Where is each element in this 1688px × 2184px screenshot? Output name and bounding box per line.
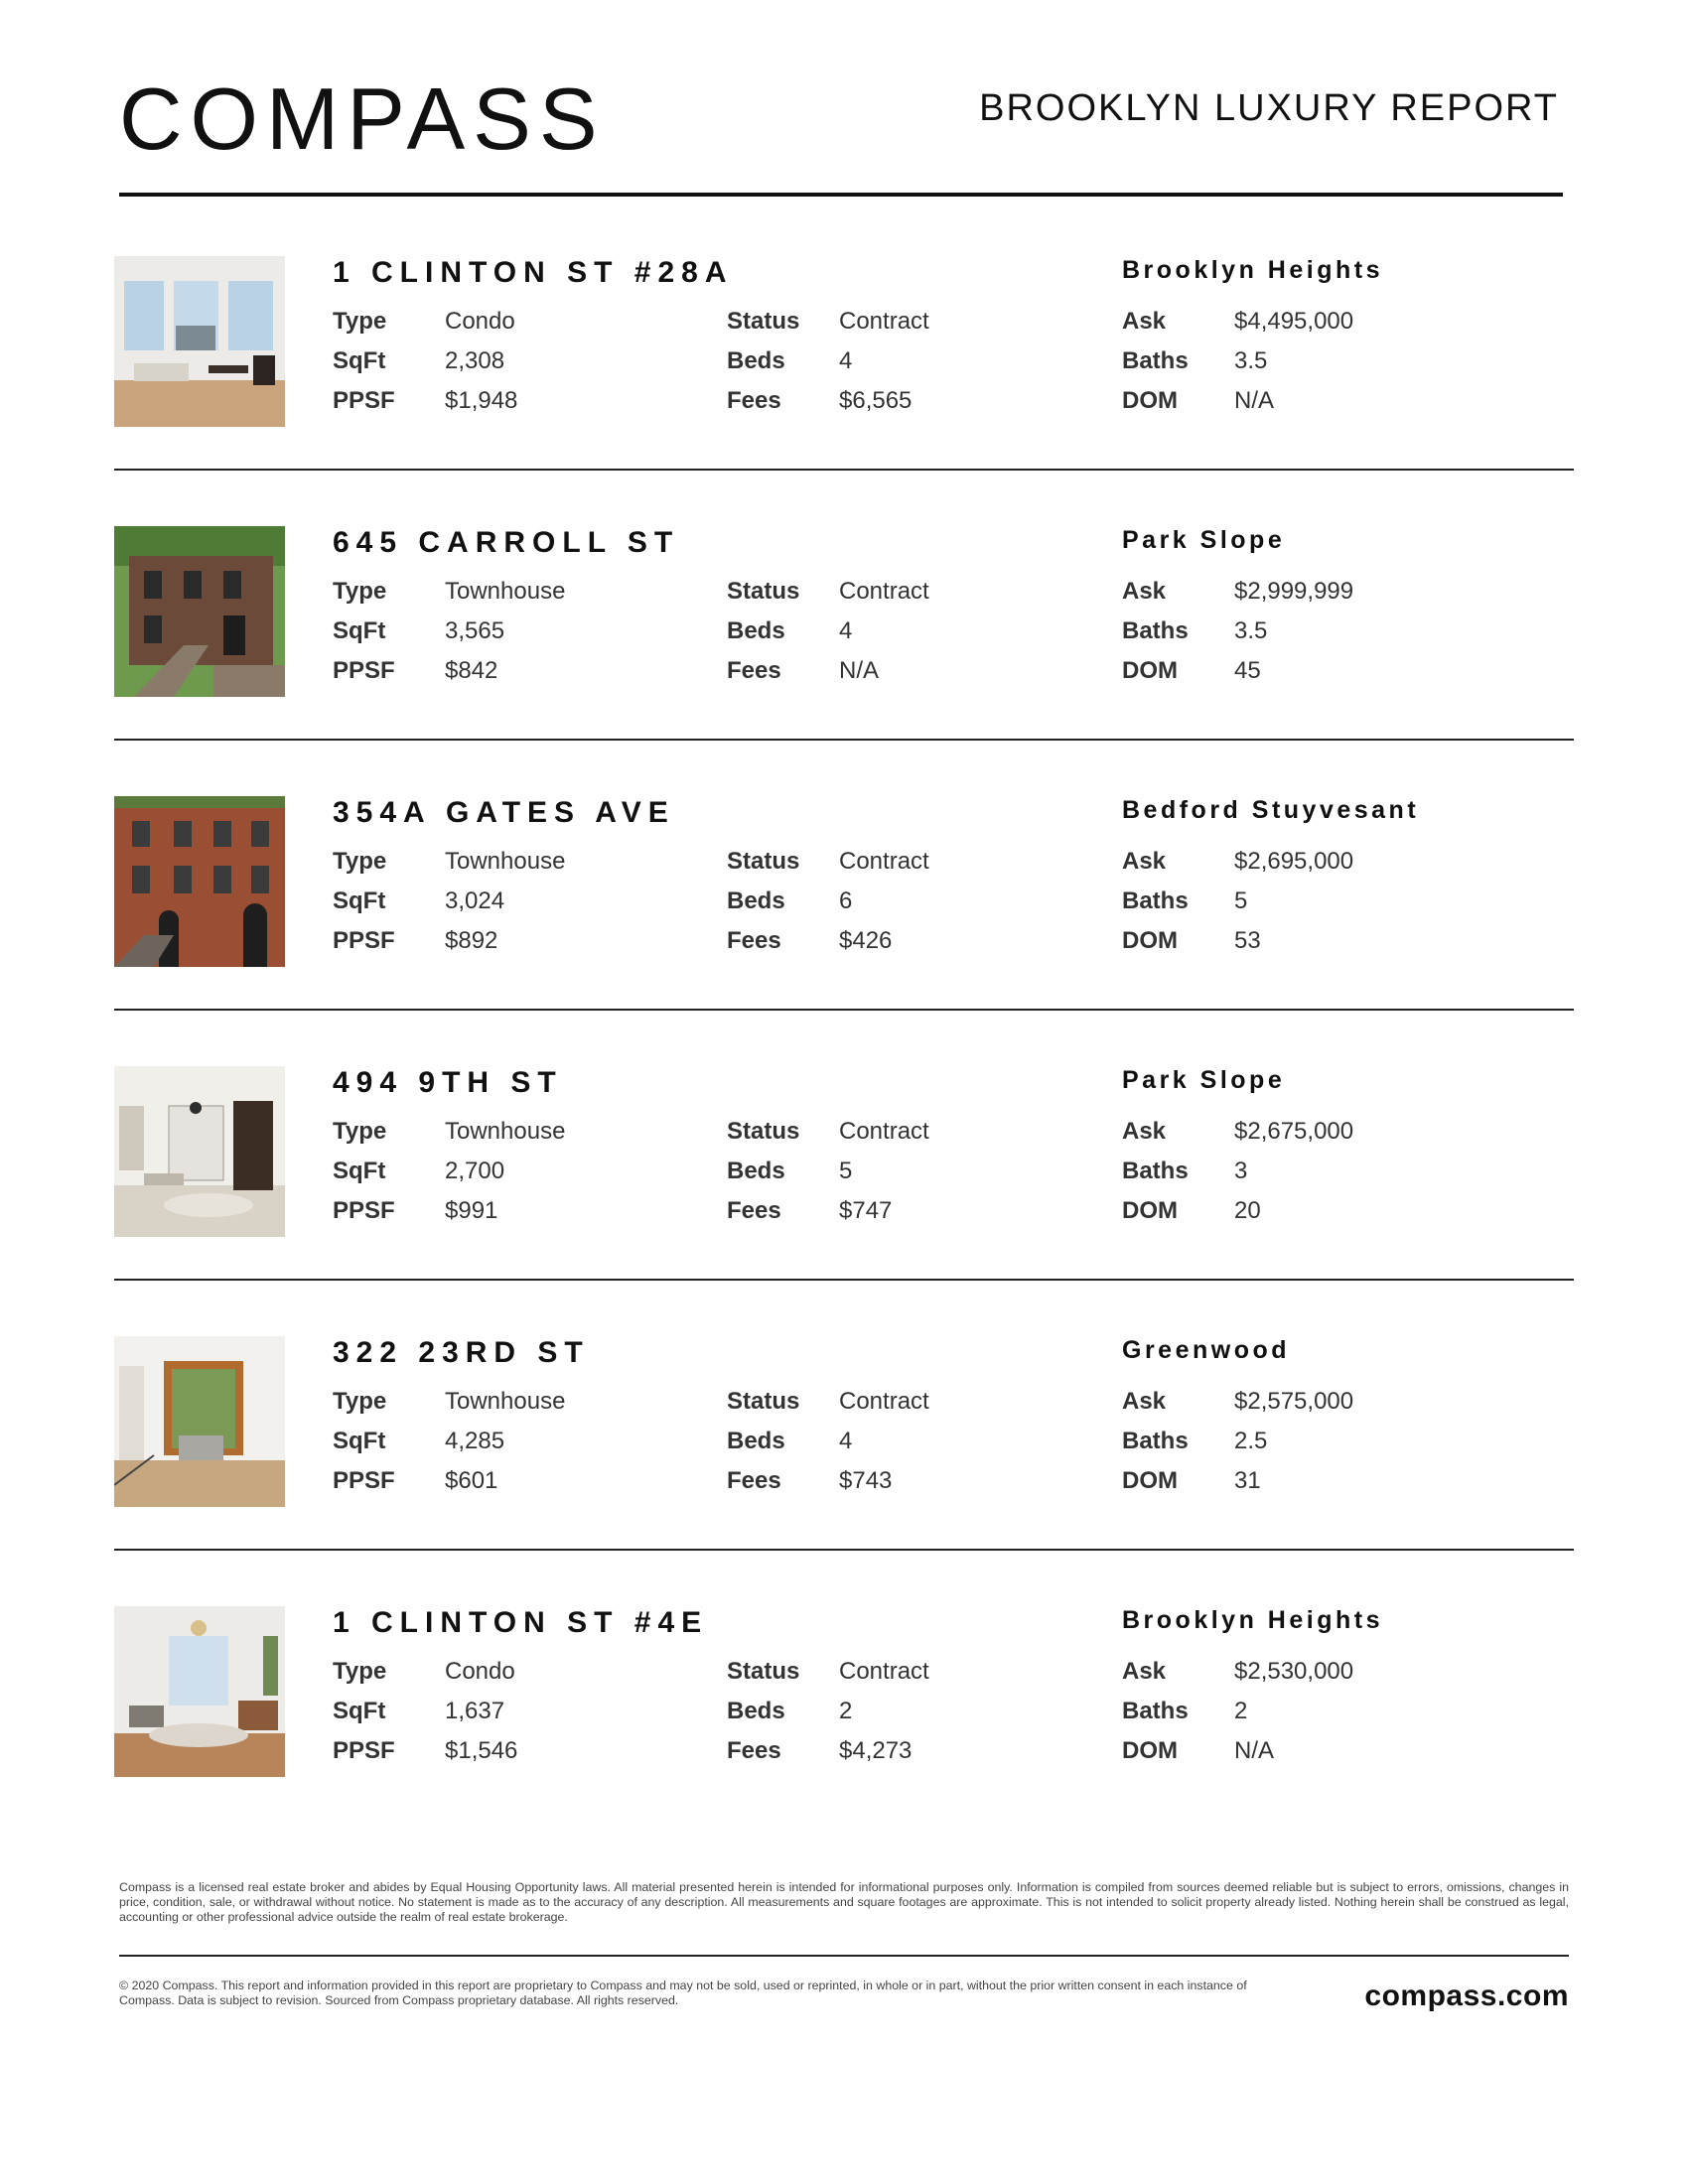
detail-value: Contract bbox=[839, 848, 929, 875]
detail-label: Beds bbox=[727, 1698, 785, 1724]
detail-value: N/A bbox=[1234, 387, 1275, 414]
detail-label: Type bbox=[333, 308, 387, 335]
detail-fees bbox=[727, 927, 929, 967]
detail-value: Contract bbox=[839, 1388, 929, 1415]
detail-baths bbox=[1122, 617, 1353, 657]
detail-value: $2,695,000 bbox=[1234, 848, 1354, 875]
listing-neighborhood: Park Slope bbox=[1122, 1066, 1286, 1094]
detail-sqft bbox=[333, 617, 565, 657]
detail-label: Type bbox=[333, 578, 387, 605]
listing-row bbox=[114, 1606, 1574, 1777]
listing-details-column bbox=[727, 1118, 929, 1237]
detail-beds bbox=[727, 887, 929, 927]
detail-label: Baths bbox=[1122, 1698, 1189, 1724]
detail-label: Beds bbox=[727, 1158, 785, 1184]
detail-label: SqFt bbox=[333, 617, 386, 644]
detail-status bbox=[727, 848, 929, 887]
detail-beds bbox=[727, 1698, 929, 1737]
detail-value: 20 bbox=[1234, 1197, 1261, 1224]
listing-row bbox=[114, 256, 1574, 427]
detail-beds bbox=[727, 617, 929, 657]
listing-address: 645 CARROLL ST bbox=[333, 526, 680, 559]
listing-row bbox=[114, 1336, 1574, 1507]
detail-ppsf bbox=[333, 1197, 565, 1237]
detail-label: DOM bbox=[1122, 1467, 1178, 1494]
detail-baths bbox=[1122, 1428, 1353, 1467]
detail-value: 3.5 bbox=[1234, 617, 1268, 644]
detail-beds bbox=[727, 1428, 929, 1467]
detail-value: N/A bbox=[839, 657, 880, 684]
detail-value: $4,495,000 bbox=[1234, 308, 1354, 335]
listing-details-column bbox=[1122, 578, 1353, 697]
listing-divider bbox=[114, 1009, 1574, 1011]
listing-neighborhood: Greenwood bbox=[1122, 1336, 1291, 1364]
listing-details-column bbox=[727, 848, 929, 967]
detail-label: DOM bbox=[1122, 387, 1178, 414]
detail-label: Beds bbox=[727, 617, 785, 644]
detail-fees bbox=[727, 1467, 929, 1507]
detail-type bbox=[333, 578, 565, 617]
detail-value: 3,565 bbox=[445, 617, 505, 644]
detail-label: Ask bbox=[1122, 1388, 1167, 1415]
detail-status bbox=[727, 1118, 929, 1158]
detail-label: SqFt bbox=[333, 1158, 386, 1184]
detail-label: DOM bbox=[1122, 1197, 1178, 1224]
detail-value: $842 bbox=[445, 657, 498, 684]
detail-ppsf bbox=[333, 1467, 565, 1507]
listing-details-column bbox=[727, 308, 929, 427]
detail-baths bbox=[1122, 1698, 1353, 1737]
listing-details-column bbox=[727, 578, 929, 697]
detail-sqft bbox=[333, 1428, 565, 1467]
detail-type bbox=[333, 1388, 565, 1428]
dining-room-window-photo bbox=[114, 1336, 285, 1507]
detail-ppsf bbox=[333, 927, 565, 967]
detail-label: SqFt bbox=[333, 1428, 386, 1454]
detail-value: 4 bbox=[839, 617, 853, 644]
brownstone-exterior-photo bbox=[114, 526, 285, 697]
detail-value: N/A bbox=[1234, 1737, 1275, 1764]
header bbox=[119, 77, 1559, 167]
detail-label: DOM bbox=[1122, 927, 1178, 954]
detail-label: Ask bbox=[1122, 1658, 1167, 1685]
detail-label: DOM bbox=[1122, 657, 1178, 684]
detail-sqft bbox=[333, 1698, 517, 1737]
detail-type bbox=[333, 1658, 517, 1698]
detail-label: PPSF bbox=[333, 1737, 395, 1764]
detail-value: $991 bbox=[445, 1197, 498, 1224]
detail-label: PPSF bbox=[333, 1467, 395, 1494]
detail-baths bbox=[1122, 347, 1353, 387]
listing-details-column bbox=[333, 848, 565, 967]
detail-value: 2.5 bbox=[1234, 1428, 1268, 1454]
detail-ppsf bbox=[333, 1737, 517, 1777]
detail-value: 6 bbox=[839, 887, 853, 914]
svg-text:COMPASS: COMPASS bbox=[119, 77, 606, 157]
detail-value: Contract bbox=[839, 578, 929, 605]
listing-details-column bbox=[727, 1388, 929, 1507]
detail-label: SqFt bbox=[333, 887, 386, 914]
detail-label: Type bbox=[333, 1388, 387, 1415]
detail-label: Ask bbox=[1122, 578, 1167, 605]
detail-beds bbox=[727, 347, 929, 387]
detail-value: $1,948 bbox=[445, 387, 518, 414]
detail-label: Beds bbox=[727, 1428, 785, 1454]
detail-value: Contract bbox=[839, 1658, 929, 1685]
detail-label: Fees bbox=[727, 387, 781, 414]
detail-label: Fees bbox=[727, 657, 781, 684]
detail-value: 53 bbox=[1234, 927, 1261, 954]
detail-label: SqFt bbox=[333, 1698, 386, 1724]
listing-details-column bbox=[1122, 308, 1353, 427]
detail-value: 4,285 bbox=[445, 1428, 505, 1454]
detail-label: Baths bbox=[1122, 1158, 1189, 1184]
detail-ask bbox=[1122, 578, 1353, 617]
detail-value: 2,700 bbox=[445, 1158, 505, 1184]
detail-type bbox=[333, 848, 565, 887]
detail-value: Condo bbox=[445, 308, 515, 335]
detail-value: $6,565 bbox=[839, 387, 913, 414]
detail-sqft bbox=[333, 887, 565, 927]
detail-label: Type bbox=[333, 1118, 387, 1145]
detail-label: Status bbox=[727, 1388, 800, 1415]
detail-value: 4 bbox=[839, 1428, 853, 1454]
detail-label: Ask bbox=[1122, 1118, 1167, 1145]
listing-address: 1 CLINTON ST #4E bbox=[333, 1606, 709, 1639]
listing-neighborhood: Brooklyn Heights bbox=[1122, 256, 1383, 284]
listing-divider bbox=[114, 469, 1574, 471]
detail-value: $1,546 bbox=[445, 1737, 518, 1764]
detail-ask bbox=[1122, 1658, 1353, 1698]
listing-divider bbox=[114, 739, 1574, 741]
detail-value: Condo bbox=[445, 1658, 515, 1685]
detail-label: Ask bbox=[1122, 308, 1167, 335]
footer-divider bbox=[119, 1955, 1569, 1957]
detail-label: Status bbox=[727, 1658, 800, 1685]
detail-fees bbox=[727, 1197, 929, 1237]
detail-value: Townhouse bbox=[445, 1388, 566, 1415]
detail-baths bbox=[1122, 887, 1353, 927]
detail-label: Baths bbox=[1122, 347, 1189, 374]
detail-label: Fees bbox=[727, 927, 781, 954]
condo-lounge-photo bbox=[114, 1606, 285, 1777]
detail-label: Fees bbox=[727, 1737, 781, 1764]
detail-value: $747 bbox=[839, 1197, 893, 1224]
detail-label: Beds bbox=[727, 887, 785, 914]
detail-label: Status bbox=[727, 848, 800, 875]
detail-value: 5 bbox=[1234, 887, 1248, 914]
detail-value: Townhouse bbox=[445, 1118, 566, 1145]
detail-value: 2 bbox=[1234, 1698, 1248, 1724]
detail-dom bbox=[1122, 387, 1353, 427]
detail-sqft bbox=[333, 1158, 565, 1197]
listing-address: 322 23RD ST bbox=[333, 1336, 590, 1369]
detail-value: $743 bbox=[839, 1467, 893, 1494]
detail-value: $4,273 bbox=[839, 1737, 913, 1764]
listing-details-column bbox=[333, 578, 565, 697]
detail-ppsf bbox=[333, 657, 565, 697]
listing-details-column bbox=[333, 1388, 565, 1507]
detail-value: Townhouse bbox=[445, 578, 566, 605]
detail-value: 45 bbox=[1234, 657, 1261, 684]
detail-value: $2,999,999 bbox=[1234, 578, 1354, 605]
listing-details-column bbox=[1122, 1118, 1353, 1237]
detail-label: PPSF bbox=[333, 387, 395, 414]
detail-dom bbox=[1122, 1197, 1353, 1237]
detail-status bbox=[727, 578, 929, 617]
detail-value: 3,024 bbox=[445, 887, 505, 914]
detail-label: Baths bbox=[1122, 887, 1189, 914]
detail-label: Baths bbox=[1122, 1428, 1189, 1454]
detail-baths bbox=[1122, 1158, 1353, 1197]
detail-value: 1,637 bbox=[445, 1698, 505, 1724]
detail-label: PPSF bbox=[333, 927, 395, 954]
detail-fees bbox=[727, 1737, 929, 1777]
detail-sqft bbox=[333, 347, 517, 387]
detail-label: Fees bbox=[727, 1467, 781, 1494]
listing-row bbox=[114, 796, 1574, 967]
detail-label: Status bbox=[727, 1118, 800, 1145]
detail-dom bbox=[1122, 657, 1353, 697]
listing-address: 494 9TH ST bbox=[333, 1066, 563, 1099]
detail-value: $2,530,000 bbox=[1234, 1658, 1354, 1685]
listing-address: 1 CLINTON ST #28A bbox=[333, 256, 734, 289]
header-divider bbox=[119, 193, 1563, 197]
detail-ask bbox=[1122, 848, 1353, 887]
detail-value: 3.5 bbox=[1234, 347, 1268, 374]
disclaimer-text: Compass is a licensed real estate broker and abides by Equal Housing Opportunity laws. All material presented herein is intended for informational purposes only. Information is compiled from sources deemed reliable but is subject to errors, omissions, changes in price, condition, sale, or withdrawal without notice. No statement is made as to the accuracy of any description. All measurements and square footages are approximate. This is not intended to solicit property already listed. Nothing herein shall be construed as legal, accounting or other professional advice outside the realm of real estate brokerage. bbox=[119, 1880, 1569, 1924]
listing-details-column bbox=[1122, 1388, 1353, 1507]
detail-value: Contract bbox=[839, 1118, 929, 1145]
detail-value: 3 bbox=[1234, 1158, 1248, 1184]
detail-value: $892 bbox=[445, 927, 498, 954]
detail-ask bbox=[1122, 1388, 1353, 1428]
detail-value: 5 bbox=[839, 1158, 853, 1184]
detail-status bbox=[727, 1658, 929, 1698]
detail-label: Status bbox=[727, 578, 800, 605]
detail-dom bbox=[1122, 927, 1353, 967]
copyright-text: © 2020 Compass. This report and information provided in this report are proprietary to Compass and may not be sold, used or reprinted, in whole or in part, without the prior written consent in each instance of Compass. Data is subject to revision. Sourced from Compass proprietary database. All rights reserved. bbox=[119, 1979, 1247, 2007]
detail-value: 31 bbox=[1234, 1467, 1261, 1494]
detail-dom bbox=[1122, 1467, 1353, 1507]
listing-divider bbox=[114, 1549, 1574, 1551]
detail-value: 4 bbox=[839, 347, 853, 374]
detail-label: Fees bbox=[727, 1197, 781, 1224]
detail-label: Type bbox=[333, 848, 387, 875]
report-title: BROOKLYN LUXURY REPORT bbox=[979, 87, 1559, 129]
detail-value: $426 bbox=[839, 927, 893, 954]
listing-address: 354A GATES AVE bbox=[333, 796, 675, 829]
detail-value: Contract bbox=[839, 308, 929, 335]
detail-value: 2,308 bbox=[445, 347, 505, 374]
listing-details-column bbox=[1122, 848, 1353, 967]
detail-label: PPSF bbox=[333, 657, 395, 684]
detail-label: SqFt bbox=[333, 347, 386, 374]
detail-value: Townhouse bbox=[445, 848, 566, 875]
detail-label: Status bbox=[727, 308, 800, 335]
detail-fees bbox=[727, 657, 929, 697]
detail-label: DOM bbox=[1122, 1737, 1178, 1764]
listing-details-column bbox=[333, 308, 517, 427]
condo-living-room-photo bbox=[114, 256, 285, 427]
detail-value: $2,675,000 bbox=[1234, 1118, 1354, 1145]
detail-label: Type bbox=[333, 1658, 387, 1685]
detail-label: PPSF bbox=[333, 1197, 395, 1224]
listing-neighborhood: Park Slope bbox=[1122, 526, 1286, 554]
listing-divider bbox=[114, 1279, 1574, 1281]
listing-row bbox=[114, 526, 1574, 697]
detail-ask bbox=[1122, 308, 1353, 347]
listing-row bbox=[114, 1066, 1574, 1237]
detail-dom bbox=[1122, 1737, 1353, 1777]
detail-ppsf bbox=[333, 387, 517, 427]
detail-label: Baths bbox=[1122, 617, 1189, 644]
detail-status bbox=[727, 308, 929, 347]
listing-neighborhood: Bedford Stuyvesant bbox=[1122, 796, 1420, 824]
detail-fees bbox=[727, 387, 929, 427]
detail-beds bbox=[727, 1158, 929, 1197]
listing-details-column bbox=[727, 1658, 929, 1777]
listing-details-column bbox=[333, 1658, 517, 1777]
detail-type bbox=[333, 308, 517, 347]
listing-details-column bbox=[333, 1118, 565, 1237]
detail-value: $601 bbox=[445, 1467, 498, 1494]
compass-logo bbox=[119, 77, 616, 157]
detail-value: 2 bbox=[839, 1698, 853, 1724]
parlor-interior-photo bbox=[114, 1066, 285, 1237]
detail-type bbox=[333, 1118, 565, 1158]
detail-ask bbox=[1122, 1118, 1353, 1158]
detail-label: Beds bbox=[727, 347, 785, 374]
brick-townhouse-exterior-photo bbox=[114, 796, 285, 967]
detail-value: $2,575,000 bbox=[1234, 1388, 1354, 1415]
website-link[interactable]: compass.com bbox=[1364, 1979, 1569, 2012]
detail-label: Ask bbox=[1122, 848, 1167, 875]
detail-status bbox=[727, 1388, 929, 1428]
listing-neighborhood: Brooklyn Heights bbox=[1122, 1606, 1383, 1634]
listing-details-column bbox=[1122, 1658, 1353, 1777]
